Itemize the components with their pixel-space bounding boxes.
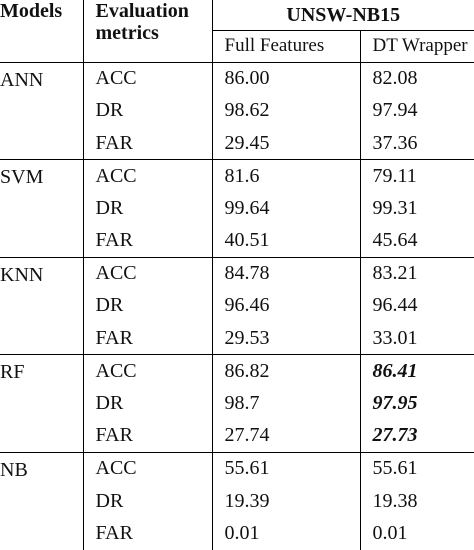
dt-wrapper-cell: 99.31	[372, 196, 418, 219]
metric-cell: ACC	[83, 355, 212, 388]
full-features-cell: 84.78	[212, 257, 360, 290]
dt-wrapper-cell: 37.36	[360, 127, 474, 160]
metric-cell: FAR	[83, 225, 212, 258]
metric-cell: FAR	[83, 322, 212, 355]
full-features-cell: 29.45	[212, 127, 360, 160]
metric-cell: DR	[83, 387, 212, 420]
model-name: RF	[0, 355, 83, 453]
full-features-cell: 86.00	[212, 62, 360, 95]
models-header: Models	[0, 0, 83, 62]
table-row	[0, 257, 474, 290]
model-name: SVM	[0, 160, 83, 258]
dt-wrapper-cell: 97.94	[372, 99, 418, 122]
full-features-cell: 27.74	[212, 420, 360, 453]
metric-cell: ACC	[83, 452, 212, 485]
metric-cell: ACC	[83, 257, 212, 290]
metric-cell: ACC	[83, 160, 212, 193]
metric-cell: DR	[83, 485, 212, 518]
full-features-cell: 99.64	[212, 192, 360, 225]
dt-wrapper-cell-best: 86.41	[372, 359, 418, 382]
table-row	[0, 62, 474, 95]
dt-wrapper-cell: 45.64	[360, 225, 474, 258]
full-features-cell: 19.39	[212, 485, 360, 518]
metric-cell: DR	[83, 95, 212, 128]
full-features-cell: 98.62	[212, 95, 360, 128]
dt-wrapper-cell: 55.61	[372, 457, 418, 480]
full-features-cell: 29.53	[212, 322, 360, 355]
metric-cell: ACC	[83, 62, 212, 95]
dt-wrapper-cell: 0.01	[372, 522, 408, 545]
dt-wrapper-cell: 79.11	[372, 164, 417, 187]
full-features-cell: 98.7	[212, 387, 360, 420]
full-features-header: Full Features	[212, 30, 360, 62]
dataset-header: UNSW-NB15	[212, 0, 474, 30]
metrics-header: Evaluation metrics	[83, 0, 212, 62]
metric-cell: FAR	[83, 127, 212, 160]
metric-cell: DR	[83, 290, 212, 323]
metric-cell: FAR	[83, 420, 212, 453]
table-row	[0, 160, 474, 193]
dt-wrapper-cell: 33.01	[360, 322, 474, 355]
full-features-cell: 81.6	[212, 160, 360, 193]
metric-cell: DR	[83, 192, 212, 225]
full-features-cell: 0.01	[212, 517, 360, 550]
dt-wrapper-cell-best: 97.95	[372, 392, 418, 415]
model-name: KNN	[0, 257, 83, 355]
full-features-cell: 40.51	[212, 225, 360, 258]
dt-wrapper-cell: 96.44	[372, 294, 418, 317]
dt-wrapper-cell: 19.38	[372, 489, 418, 512]
table-row	[0, 452, 474, 485]
table-row	[0, 355, 474, 388]
dt-wrapper-cell: 82.08	[372, 67, 418, 90]
header-row	[0, 0, 474, 30]
full-features-cell: 96.46	[212, 290, 360, 323]
full-features-cell: 55.61	[212, 452, 360, 485]
dt-wrapper-header: DT Wrapper	[360, 30, 474, 62]
model-name: ANN	[0, 62, 83, 160]
full-features-cell: 86.82	[212, 355, 360, 388]
model-name: NB	[0, 452, 83, 550]
metric-cell: FAR	[83, 517, 212, 550]
dt-wrapper-cell: 83.21	[372, 262, 418, 285]
dt-wrapper-cell-best: 27.73	[360, 420, 474, 453]
